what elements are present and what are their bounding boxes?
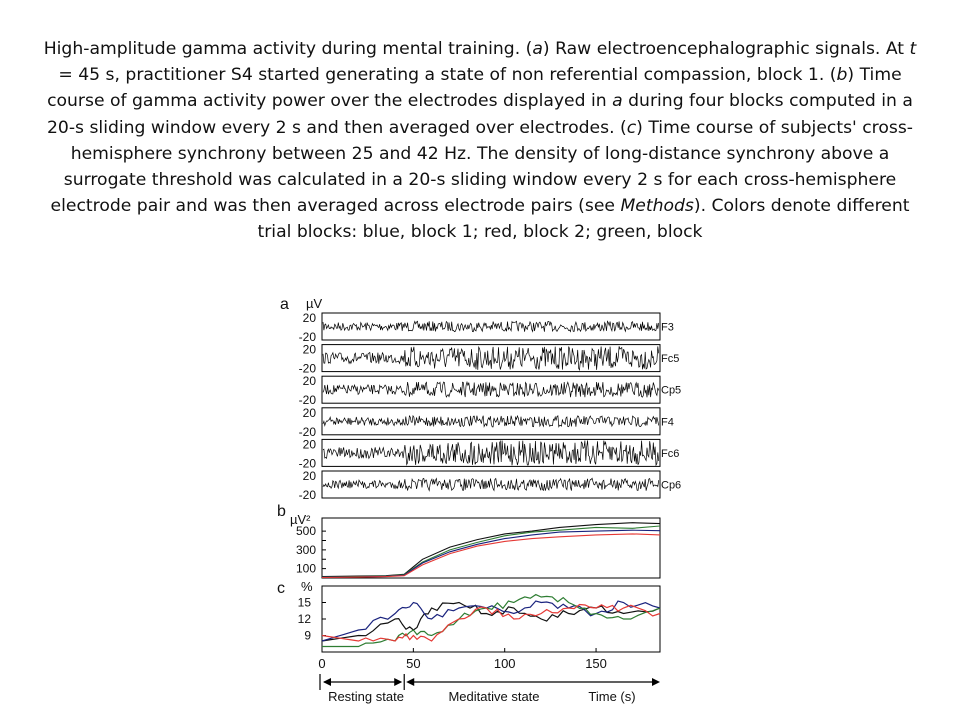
meditative-state-label: Meditative state xyxy=(448,689,540,704)
panel-a-ytick: 20 xyxy=(302,374,316,389)
eeg-channel-label: F3 xyxy=(661,321,674,334)
figure-caption: High-amplitude gamma activity during mental training. (a) Raw electroencephalographic signals. At t = 45 s, practitioner S4 started generating a state of non referential compassion, block 1. (b) Time course of gamma activity power over the electrodes displayed in a during four blocks computed in a 20-s sliding window every 2 s and then averaged over electrodes. (c) Time course of subjects' cross-hemisphere synchrony between 25 and 42 Hz. The density of long-distance synchrony above a surrogate threshold was calculated in a 20-s sliding window every 2 s for each cross-hemisphere electrode pair and was then averaged across electrode pairs (see Methods). Colors denote different trial blocks: blue, block 1; red, block 2; green, block xyxy=(43,39,917,243)
eeg-trace-f3 xyxy=(323,321,659,331)
rest-arrow-right-head xyxy=(394,678,402,686)
panel-label-a: a xyxy=(280,296,289,313)
meditative-arrow-left-head xyxy=(406,678,414,686)
panel-a-ytick: -20 xyxy=(298,424,316,439)
panel-c-ytick: 9 xyxy=(304,628,311,643)
panel-b-ytick: 500 xyxy=(295,524,316,539)
panel-a-ytick: -20 xyxy=(298,488,316,502)
panel-c-xtick-label: 50 xyxy=(406,656,421,671)
eeg-channel-label: Cp6 xyxy=(661,479,682,492)
panel-a-ytick: 20 xyxy=(302,311,316,325)
panel-a-ylabel: µV xyxy=(306,296,323,311)
eeg-channel-label: Cp5 xyxy=(661,384,682,397)
power-line-red xyxy=(322,534,660,578)
panel-b-ylabel: µV² xyxy=(290,512,311,527)
panel-a-ytick: -20 xyxy=(298,361,316,376)
panel-a-ytick: 20 xyxy=(302,405,316,420)
panel-c-xtick-label: 100 xyxy=(493,656,516,671)
time-axis-label: Time (s) xyxy=(588,689,636,704)
power-line-green xyxy=(322,526,660,577)
panel-c-ytick: 12 xyxy=(297,612,311,626)
meditative-arrow-right-head xyxy=(652,678,660,686)
eeg-channel-label: Fc5 xyxy=(661,353,680,366)
panel-a-ytick: 20 xyxy=(302,342,316,357)
resting-state-label: Resting state xyxy=(328,689,404,704)
panel-c-ytick: 15 xyxy=(297,595,311,610)
eeg-trace-fc6 xyxy=(323,440,659,465)
panel-label-c: c xyxy=(277,580,285,597)
panel-a-ytick: -20 xyxy=(298,456,316,471)
panel-c-frame xyxy=(322,586,660,652)
panel-a-ytick: -20 xyxy=(298,393,316,408)
rest-arrow-left-head xyxy=(323,678,331,686)
panel-c-xtick-label: 150 xyxy=(585,656,607,671)
panel-a-ytick: -20 xyxy=(298,330,316,344)
panel-b-ytick: 100 xyxy=(295,561,316,576)
eeg-trace-cp6 xyxy=(323,478,659,490)
eeg-trace-cp5 xyxy=(323,382,659,397)
panel-a-ytick: 20 xyxy=(302,437,316,452)
panel-b-ytick: 300 xyxy=(295,542,316,557)
panel-c-ylabel: % xyxy=(301,579,313,594)
panel-label-b: b xyxy=(277,503,286,520)
eeg-channel-label: F4 xyxy=(661,416,674,429)
panel-b-frame xyxy=(322,518,660,578)
panel-a-ytick: 20 xyxy=(302,469,316,483)
synchrony-line-red xyxy=(322,605,660,642)
eeg-trace-f4 xyxy=(323,416,659,427)
eeg-channel-label: Fc6 xyxy=(661,447,680,460)
eeg-trace-fc5 xyxy=(323,346,659,370)
panel-c-xtick-label: 0 xyxy=(318,656,326,671)
